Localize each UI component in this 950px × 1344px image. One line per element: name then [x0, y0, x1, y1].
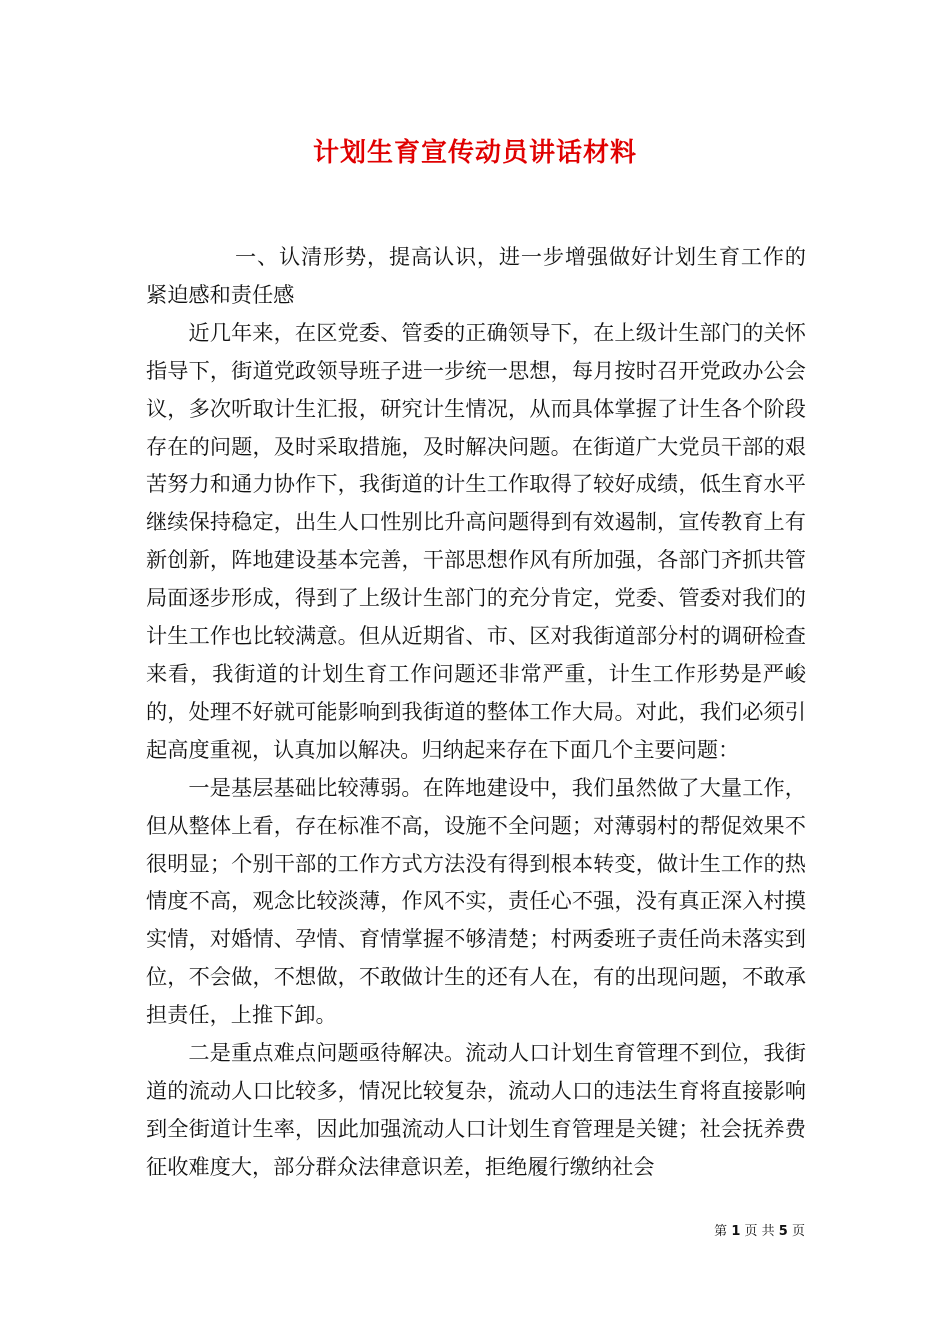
paragraph-problem-two: 二是重点难点问题亟待解决。流动人口计划生育管理不到位，我街道的流动人口比较多，情况比较复杂，流动人口的违法生育将直接影响到全街道计生率，因此加强流动人口计划生育管理是关键；社会抚养费征收难度大，部分群众法律意识差，拒绝履行缴纳社会: [146, 1040, 806, 1179]
footer-suffix: 页: [791, 1224, 805, 1239]
footer-prefix: 第: [714, 1224, 728, 1239]
section-heading: 一、认清形势，提高认识，进一步增强做好计划生育工作的紧迫感和责任感: [146, 244, 806, 307]
footer-total-pages: 5: [778, 1224, 788, 1239]
page-footer: [714, 1220, 805, 1239]
document-body: [146, 238, 806, 1186]
paragraph-situation: 近几年来，在区党委、管委的正确领导下，在上级计生部门的关怀指导下，街道党政领导班子进一步统一思想，每月按时召开党政办公会议，多次听取计生汇报，研究计生情况，从而具体掌握了计生各个阶段存在的问题，及时采取措施，及时解决问题。在街道广大党员干部的艰苦努力和通力协作下，我街道的计生工作取得了较好成绩，低生育水平继续保持稳定，出生人口性别比升高问题得到有效遏制，宣传教育上有新创新，阵地建设基本完善，干部思想作风有所加强，各部门齐抓共管局面逐步形成，得到了上级计生部门的充分肯定，党委、管委对我们的计生工作也比较满意。但从近期省、市、区对我街道部分村的调研检查来看，我街道的计划生育工作问题还非常严重，计生工作形势是严峻的，处理不好就可能影响到我街道的整体工作大局。对此，我们必须引起高度重视，认真加以解决。归纳起来存在下面几个主要问题：: [146, 319, 806, 762]
footer-middle: 页 共: [744, 1224, 775, 1239]
footer-current-page: 1: [731, 1224, 741, 1239]
document-title: 计划生育宣传动员讲话材料: [312, 138, 637, 168]
paragraph-problem-one: 一是基层基础比较薄弱。在阵地建设中，我们虽然做了大量工作，但从整体上看，存在标准不高，设施不全问题；对薄弱村的帮促效果不很明显；个别干部的工作方式方法没有得到根本转变，做计生工作的热情度不高，观念比较淡薄，作风不实，责任心不强，没有真正深入村摸实情，对婚情、孕情、育情掌握不够清楚；村两委班子责任尚未落实到位，不会做，不想做，不敢做计生的还有人在，有的出现问题，不敢承担责任，上推下卸。: [146, 774, 806, 1028]
